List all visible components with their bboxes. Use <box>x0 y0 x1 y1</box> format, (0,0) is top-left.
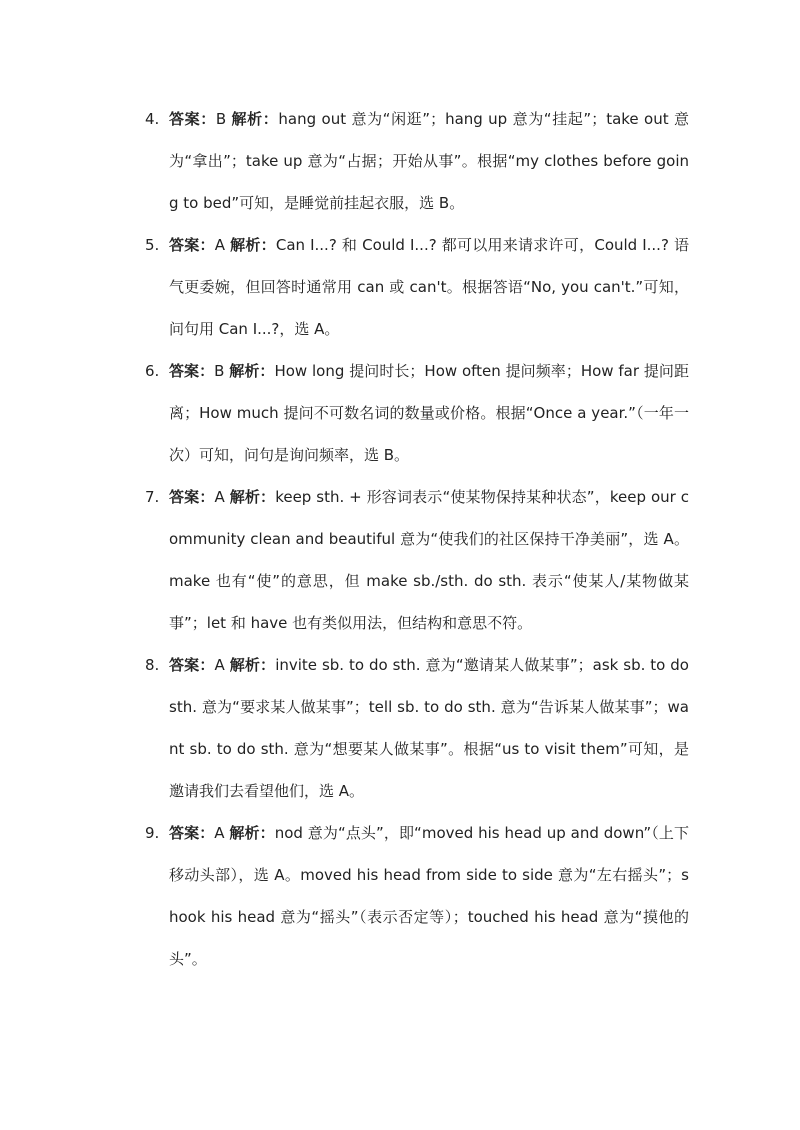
item-number: 7. <box>145 488 160 506</box>
item-body: 答案：A 解析：nod 意为“点头”，即“moved his head up and down”（上下移动头部），选 A。moved his head from side to side 意为“左右摇头”；shook his head 意为“摇头”（表示否定等）；touched his head 意为“摸他的头”。 <box>169 824 689 968</box>
answer-item-7 <box>0 476 800 644</box>
explanation-text: hang out 意为“闲逛”；hang up 意为“挂起”；take out 意为“拿出”；take up 意为“占据；开始从事”。根据“my clothes before going to bed”可知，是睡觉前挂起衣服，选 B。 <box>169 110 689 212</box>
analysis-label: 解析 <box>229 656 261 674</box>
answer-item-4 <box>0 98 800 224</box>
answer-item-6 <box>0 350 800 476</box>
explanation-text: keep sth. + 形容词表示“使某物保持某种状态”，keep our community clean and beautiful 意为“使我们的社区保持干净美丽”，选 A。make 也有“使”的意思，但 make sb./sth. do sth. 表示“使某人/某物做某事”；let 和 have 也有类似用法，但结构和意思不符。 <box>169 488 689 632</box>
answer-label: 答案 <box>169 236 200 254</box>
answer-label: 答案 <box>169 824 200 842</box>
answer-value: A <box>214 656 225 674</box>
explanation-text: How long 提问时长；How often 提问频率；How far 提问距离；How much 提问不可数名词的数量或价格。根据“Once a year.”（一年一次）可知，问句是询问频率，选 B。 <box>169 362 689 464</box>
answer-list <box>0 98 800 980</box>
item-number: 5. <box>145 236 160 254</box>
item-body: 答案：A 解析：invite sb. to do sth. 意为“邀请某人做某事”；ask sb. to do sth. 意为“要求某人做某事”；tell sb. to do sth. 意为“告诉某人做某事”；want sb. to do sth. 意为“想要某人做某事”。根据“us to visit them”可知，是邀请我们去看望他们，选 A。 <box>169 656 689 800</box>
answer-value: A <box>214 824 225 842</box>
answer-label: 答案 <box>169 488 200 506</box>
answer-item-8 <box>0 644 800 812</box>
item-body: 答案：B 解析：How long 提问时长；How often 提问频率；How far 提问距离；How much 提问不可数名词的数量或价格。根据“Once a year.”（一年一次）可知，问句是询问频率，选 B。 <box>169 362 689 464</box>
analysis-label: 解析 <box>231 110 263 128</box>
item-body: 答案：A 解析：keep sth. + 形容词表示“使某物保持某种状态”，keep our community clean and beautiful 意为“使我们的社区保持干净美丽”，选 A。make 也有“使”的意思，但 make sb./sth. do sth. 表示“使某人/某物做某事”；let 和 have 也有类似用法，但结构和意思不符。 <box>169 488 689 632</box>
item-body: 答案：B 解析：hang out 意为“闲逛”；hang up 意为“挂起”；take out 意为“拿出”；take up 意为“占据；开始从事”。根据“my clothes before going to bed”可知，是睡觉前挂起衣服，选 B。 <box>169 110 689 212</box>
explanation-text: Can I...? 和 Could I...? 都可以用来请求许可，Could I...? 语气更委婉，但回答时通常用 can 或 can't。根据答语“No, you can't.”可知，问句用 Can I...?，选 A。 <box>169 236 689 338</box>
answer-value: B <box>214 362 225 380</box>
analysis-label: 解析 <box>229 824 260 842</box>
answer-value: A <box>214 236 226 254</box>
analysis-label: 解析 <box>229 488 261 506</box>
answer-value: B <box>215 110 227 128</box>
item-number: 4. <box>145 110 160 128</box>
item-number: 6. <box>145 362 160 380</box>
answer-label: 答案 <box>169 362 200 380</box>
item-number: 9. <box>145 824 160 842</box>
item-body: 答案：A 解析：Can I...? 和 Could I...? 都可以用来请求许可，Could I...? 语气更委婉，但回答时通常用 can 或 can't。根据答语“No, you can't.”可知，问句用 Can I...?，选 A。 <box>169 236 689 338</box>
answer-item-5 <box>0 224 800 350</box>
item-number: 8. <box>145 656 160 674</box>
answer-item-9 <box>0 812 800 980</box>
analysis-label: 解析 <box>229 362 260 380</box>
analysis-label: 解析 <box>230 236 261 254</box>
answer-label: 答案 <box>169 110 201 128</box>
explanation-text: nod 意为“点头”，即“moved his head up and down”（上下移动头部），选 A。moved his head from side to side 意为“左右摇头”；shook his head 意为“摇头”（表示否定等）；touched his head 意为“摸他的头”。 <box>169 824 689 968</box>
answer-value: A <box>214 488 225 506</box>
answer-label: 答案 <box>169 656 200 674</box>
explanation-text: invite sb. to do sth. 意为“邀请某人做某事”；ask sb. to do sth. 意为“要求某人做某事”；tell sb. to do sth. 意为“告诉某人做某事”；want sb. to do sth. 意为“想要某人做某事”。根据“us to visit them”可知，是邀请我们去看望他们，选 A。 <box>169 656 689 800</box>
